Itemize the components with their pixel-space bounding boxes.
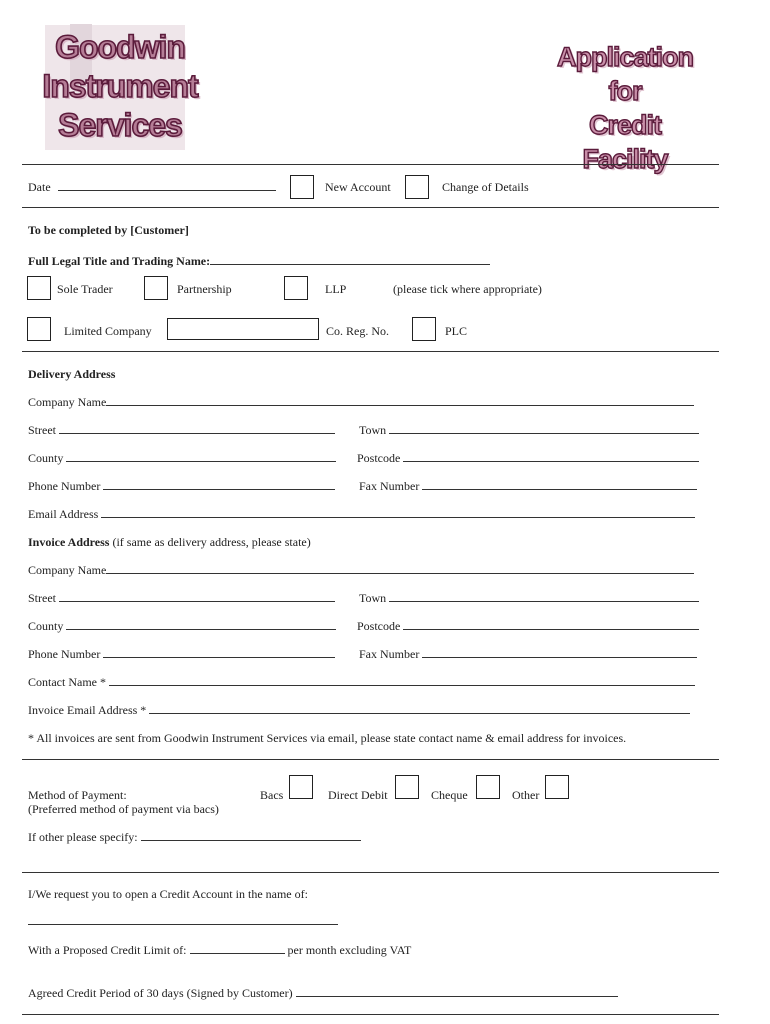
other-checkbox[interactable] (545, 775, 569, 799)
invoice-fax-label: Fax Number (359, 647, 420, 661)
direct-debit-label: Direct Debit (328, 788, 388, 802)
delivery-town-field[interactable] (359, 423, 699, 438)
change-details-label: Change of Details (442, 180, 529, 194)
other-label: Other (512, 788, 540, 802)
invoice-fax-field[interactable] (359, 647, 697, 662)
invoice-contact-label: Contact Name * (28, 675, 106, 689)
company-logo (40, 28, 200, 145)
invoice-postcode-line[interactable] (403, 619, 699, 630)
partnership-label: Partnership (177, 282, 232, 296)
delivery-town-line[interactable] (389, 423, 699, 434)
credit-limit-suffix: per month excluding VAT (287, 943, 412, 957)
invoice-town-field[interactable] (359, 591, 699, 606)
invoice-town-line[interactable] (389, 591, 699, 602)
invoice-postcode-label: Postcode (357, 619, 401, 633)
invoice-heading-note: (if same as delivery address, please state) (109, 535, 311, 549)
form-title (545, 40, 705, 176)
account-name-field[interactable] (28, 914, 338, 929)
limited-company-checkbox[interactable] (27, 317, 51, 341)
legal-title-label: Full Legal Title and Trading Name: (28, 254, 211, 268)
delivery-email-label: Email Address (28, 507, 99, 521)
invoice-heading-row (28, 535, 311, 550)
invoice-email-field[interactable] (28, 703, 690, 718)
delivery-postcode-field[interactable] (357, 451, 699, 466)
invoice-email-label: Invoice Email Address * (28, 703, 147, 717)
logo-line-3: Services (58, 107, 182, 143)
delivery-town-label: Town (359, 423, 387, 437)
delivery-street-field[interactable] (28, 423, 335, 438)
agreed-period-field[interactable] (28, 986, 618, 1001)
cheque-checkbox[interactable] (476, 775, 500, 799)
tick-note: (please tick where appropriate) (393, 282, 542, 296)
signature-line[interactable] (296, 986, 618, 997)
limited-company-label: Limited Company (64, 324, 152, 338)
title-line-1: Application (557, 42, 693, 72)
date-label: Date (28, 180, 51, 194)
llp-checkbox[interactable] (284, 276, 308, 300)
title-line-3: Credit Facility (582, 110, 668, 174)
divider (22, 207, 719, 208)
agreed-period-label: Agreed Credit Period of 30 days (Signed by Customer) (28, 986, 293, 1000)
invoice-contact-field[interactable] (28, 675, 695, 690)
delivery-county-label: County (28, 451, 64, 465)
delivery-phone-label: Phone Number (28, 479, 101, 493)
invoice-company-label: Company Name (28, 563, 107, 577)
delivery-phone-line[interactable] (103, 479, 335, 490)
plc-checkbox[interactable] (412, 317, 436, 341)
delivery-street-label: Street (28, 423, 56, 437)
invoice-county-label: County (28, 619, 64, 633)
title-line-2: for (608, 76, 642, 106)
bacs-checkbox[interactable] (289, 775, 313, 799)
invoice-company-line[interactable] (106, 563, 694, 574)
invoice-contact-line[interactable] (109, 675, 695, 686)
direct-debit-checkbox[interactable] (395, 775, 419, 799)
invoice-town-label: Town (359, 591, 387, 605)
delivery-company-field[interactable] (28, 395, 694, 410)
co-reg-no-input[interactable] (167, 318, 319, 340)
account-name-line[interactable] (28, 914, 338, 925)
delivery-fax-label: Fax Number (359, 479, 420, 493)
delivery-postcode-line[interactable] (403, 451, 699, 462)
invoice-county-field[interactable] (28, 619, 336, 634)
delivery-fax-field[interactable] (359, 479, 697, 494)
divider (22, 351, 719, 352)
invoice-street-line[interactable] (59, 591, 335, 602)
invoice-footnote: * All invoices are sent from Goodwin Instrument Services via email, please state contact name & email address for invoices. (28, 731, 627, 745)
invoice-phone-field[interactable] (28, 647, 335, 662)
other-specify-label: If other please specify: (28, 830, 138, 844)
divider (22, 164, 719, 165)
sole-trader-label: Sole Trader (57, 282, 113, 296)
invoice-phone-line[interactable] (103, 647, 335, 658)
invoice-street-field[interactable] (28, 591, 335, 606)
logo-line-2: Instrument (42, 68, 198, 104)
plc-label: PLC (445, 324, 468, 338)
invoice-company-field[interactable] (28, 563, 694, 578)
delivery-email-line[interactable] (101, 507, 695, 518)
divider (22, 1014, 719, 1015)
invoice-postcode-field[interactable] (357, 619, 699, 634)
delivery-phone-field[interactable] (28, 479, 335, 494)
invoice-county-line[interactable] (66, 619, 336, 630)
delivery-street-line[interactable] (59, 423, 335, 434)
invoice-fax-line[interactable] (422, 647, 697, 658)
open-account-text: I/We request you to open a Credit Account in the name of: (28, 887, 308, 901)
delivery-county-field[interactable] (28, 451, 336, 466)
delivery-county-line[interactable] (66, 451, 336, 462)
change-details-checkbox[interactable] (405, 175, 429, 199)
credit-limit-field[interactable] (28, 943, 411, 958)
credit-limit-label: With a Proposed Credit Limit of: (28, 943, 187, 957)
customer-heading: To be completed by [Customer] (28, 223, 189, 237)
co-reg-no-label: Co. Reg. No. (326, 324, 389, 338)
delivery-heading: Delivery Address (28, 367, 116, 381)
other-specify-line[interactable] (141, 830, 361, 841)
date-line[interactable] (58, 180, 276, 191)
invoice-street-label: Street (28, 591, 56, 605)
date-field[interactable] (28, 180, 276, 195)
logo-line-1: Goodwin (55, 29, 185, 65)
legal-title-field[interactable] (28, 254, 490, 269)
other-specify-field[interactable] (28, 830, 361, 845)
new-account-label: New Account (325, 180, 391, 194)
bacs-label: Bacs (260, 788, 284, 802)
sole-trader-checkbox[interactable] (27, 276, 51, 300)
cheque-label: Cheque (431, 788, 468, 802)
legal-title-line[interactable] (210, 254, 490, 265)
divider (22, 759, 719, 760)
invoice-heading: Invoice Address (28, 535, 110, 549)
delivery-fax-line[interactable] (422, 479, 697, 490)
delivery-postcode-label: Postcode (357, 451, 401, 465)
llp-label: LLP (325, 282, 347, 296)
payment-method-label: Method of Payment: (28, 788, 127, 802)
invoice-email-line[interactable] (149, 703, 690, 714)
new-account-checkbox[interactable] (290, 175, 314, 199)
partnership-checkbox[interactable] (144, 276, 168, 300)
payment-preferred-note: (Preferred method of payment via bacs) (28, 802, 219, 816)
delivery-company-line[interactable] (106, 395, 694, 406)
delivery-email-field[interactable] (28, 507, 695, 522)
divider (22, 872, 719, 873)
delivery-company-label: Company Name (28, 395, 107, 409)
credit-limit-line[interactable] (190, 943, 285, 954)
invoice-phone-label: Phone Number (28, 647, 101, 661)
